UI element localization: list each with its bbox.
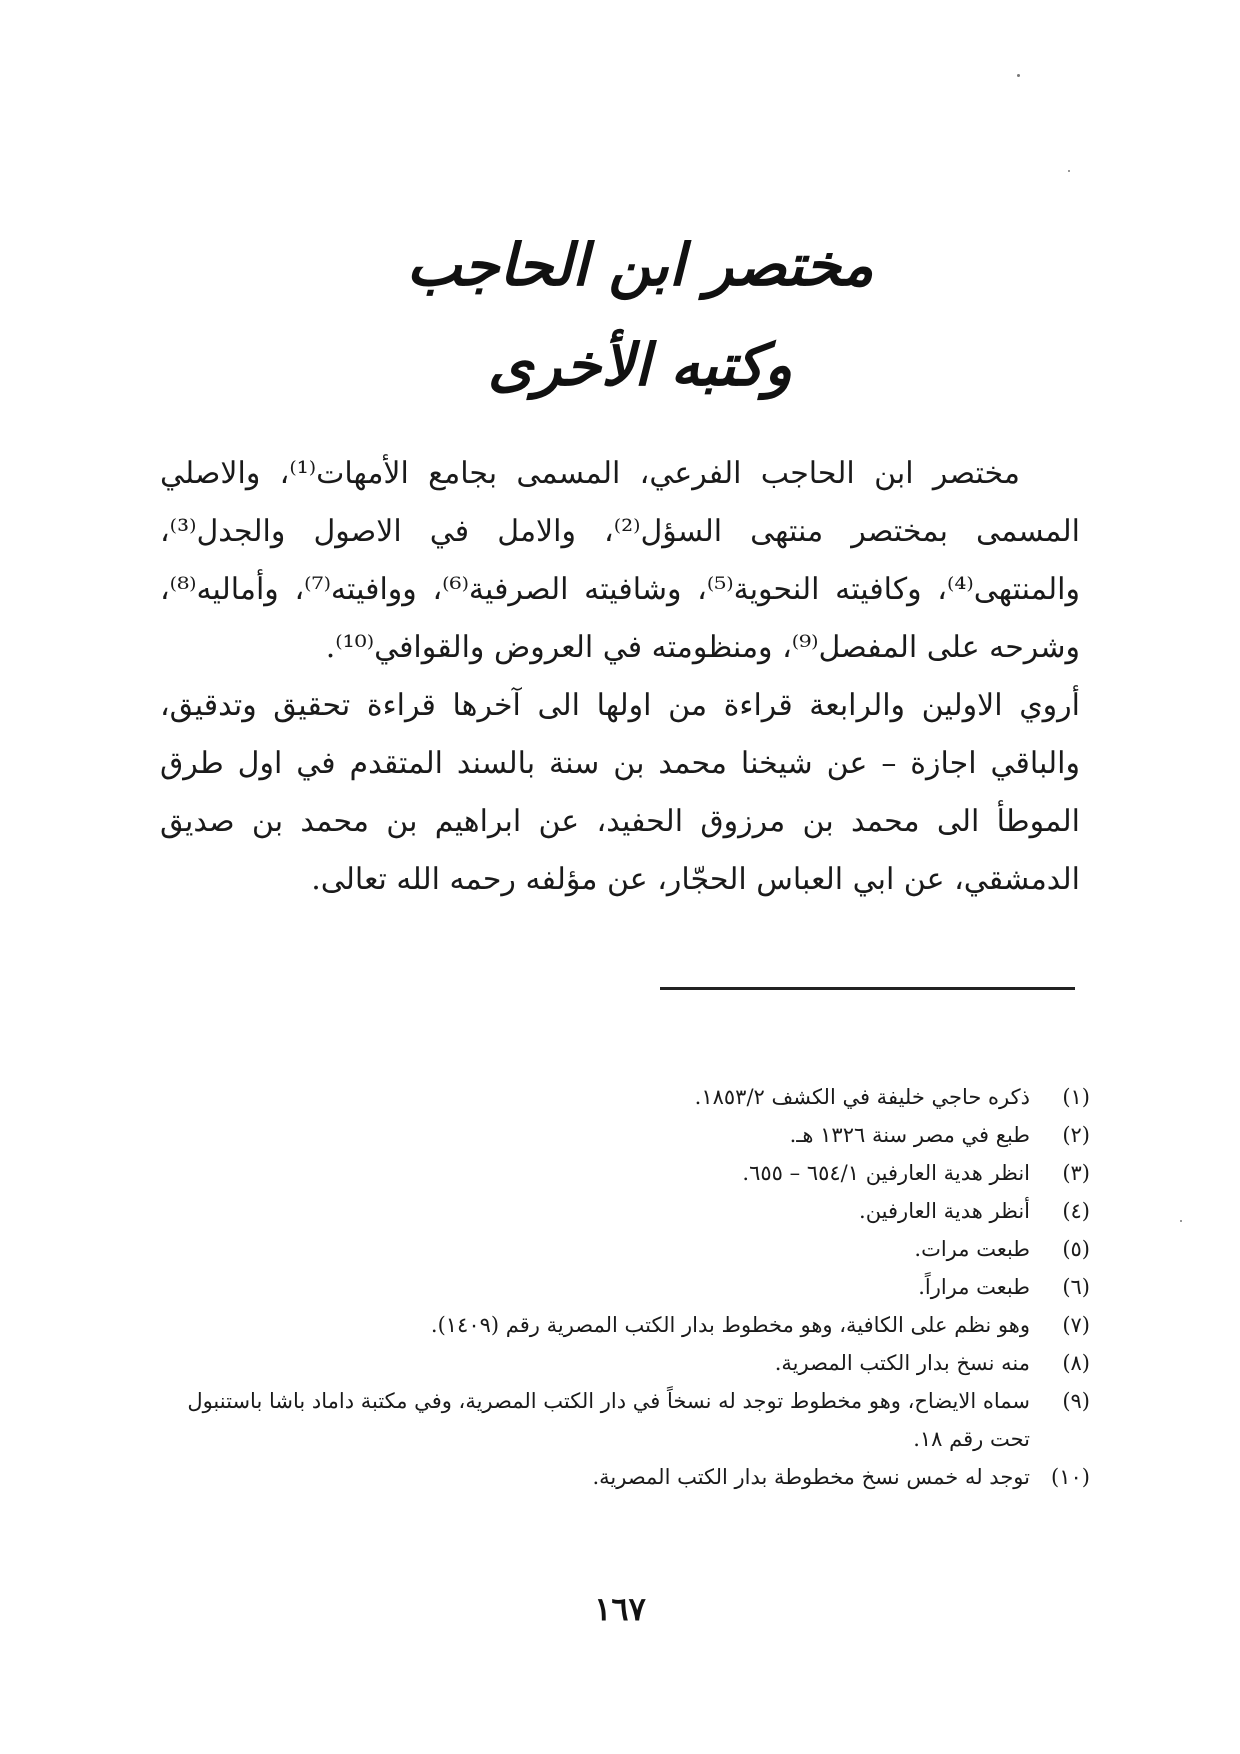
footnote-text: طبع في مصر سنة ١٣٢٦ هـ. <box>789 1123 1030 1147</box>
footnote-number: (٤) <box>1062 1199 1090 1223</box>
footnote-divider <box>660 987 1075 990</box>
footnote-number: (٥) <box>1062 1237 1090 1261</box>
footnote-item <box>155 1382 1090 1458</box>
footnote-item <box>155 1230 1090 1268</box>
footnote-item <box>155 1116 1090 1154</box>
body-paragraph: أروي الاولين والرابعة قراءة من اولها الى آخرها قراءة تحقيق وتدقيق، والباقي اجازة – عن شيخنا محمد بن سنة بالسند المتقدم في اول طرق الموطأ الى محمد بن مرزوق الحفيد، عن ابراهيم بن محمد بن صديق الدمشقي، عن ابي العباس الحجّار، عن مؤلفه رحمه الله تعالى. <box>160 688 1080 897</box>
footnote-text: انظر هدية العارفين ٦٥٤/١ – ٦٥٥. <box>742 1161 1030 1185</box>
footnote-item <box>155 1306 1090 1344</box>
footnote-number: (١٠) <box>1051 1465 1090 1489</box>
footnote-text: أنظر هدية العارفين. <box>859 1199 1030 1223</box>
footnote-number: (٨) <box>1062 1351 1090 1375</box>
footnote-text: وهو نظم على الكافية، وهو مخطوط بدار الكتب المصرية رقم (١٤٠٩). <box>430 1313 1030 1337</box>
footnote-number: (٦) <box>1062 1275 1090 1299</box>
scan-speck <box>1017 74 1020 77</box>
footnote-number: (٧) <box>1062 1313 1090 1337</box>
body-text <box>160 445 1080 909</box>
footnote-item <box>155 1078 1090 1116</box>
body-paragraph: مختصر ابن الحاجب الفرعي، المسمى بجامع الأمهات⁽¹⁾، والاصلي المسمى بمختصر منتهى السؤل⁽²⁾، والامل في الاصول والجدل⁽³⁾، والمنتهى⁽⁴⁾، وكافيته النحوية⁽⁵⁾، وشافيته الصرفية⁽⁶⁾، ووافيته⁽⁷⁾، وأماليه⁽⁸⁾، وشرحه على المفصل⁽⁹⁾، ومنظومته في العروض والقوافي⁽¹⁰⁾. <box>160 456 1081 665</box>
footnote-text: طبعت مراراً. <box>918 1275 1030 1299</box>
footnote-number: (١) <box>1062 1085 1090 1109</box>
page-number: ١٦٧ <box>594 1590 646 1628</box>
footnote-number: (٢) <box>1062 1123 1090 1147</box>
page-title: مختصر ابن الحاجب وكتبه الأخرى <box>406 231 874 399</box>
footnote-item <box>155 1154 1090 1192</box>
footnote-item <box>155 1192 1090 1230</box>
footnote-text: منه نسخ بدار الكتب المصرية. <box>774 1351 1030 1375</box>
footnote-number: (٩) <box>1062 1389 1090 1413</box>
footnotes-list <box>155 1078 1090 1496</box>
scan-speck <box>1180 1220 1182 1222</box>
footnote-text: طبعت مرات. <box>914 1237 1030 1261</box>
footnote-item <box>155 1344 1090 1382</box>
footnote-item <box>155 1268 1090 1306</box>
footnote-number: (٣) <box>1062 1161 1090 1185</box>
footnote-text: سماه الايضاح، وهو مخطوط توجد له نسخاً في دار الكتب المصرية، وفي مكتبة داماد باشا باستنبول تحت رقم ١٨. <box>187 1389 1030 1451</box>
footnote-text: ذكره حاجي خليفة في الكشف ١٨٥٣/٢. <box>694 1085 1030 1109</box>
scan-speck <box>1068 170 1070 172</box>
footnote-item <box>155 1458 1090 1496</box>
footnote-text: توجد له خمس نسخ مخطوطة بدار الكتب المصرية. <box>592 1465 1030 1489</box>
